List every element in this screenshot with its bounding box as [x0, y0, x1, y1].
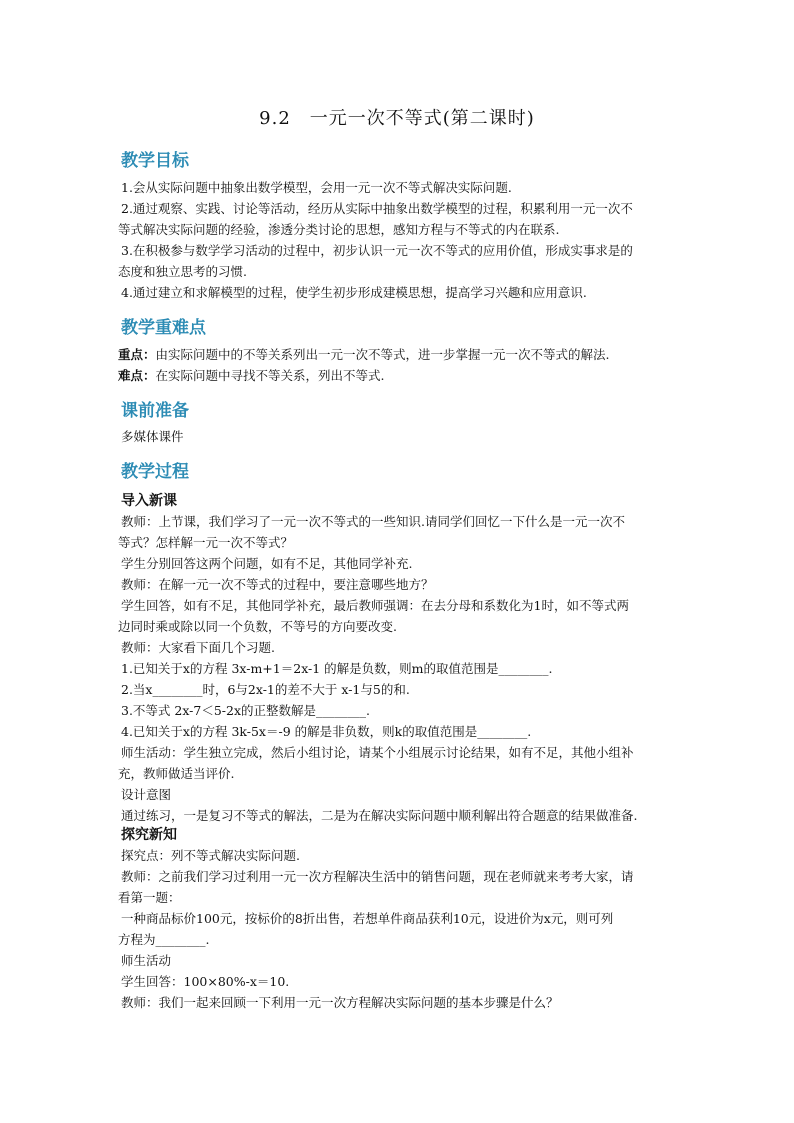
goal-line: 等式解决实际问题的经验，渗透分类讨论的思想，感知方程与不等式的内在联系. — [118, 222, 560, 237]
intro-line: 教师：大家看下面几个习题. — [121, 640, 275, 655]
section-heading-keypoints: 教学重难点 — [121, 318, 206, 338]
explore-line: 看第一题： — [118, 890, 181, 905]
section-heading-goals: 教学目标 — [121, 151, 189, 171]
difficulty-line — [118, 366, 385, 386]
goal-line: 态度和独立思考的习惯. — [118, 264, 247, 279]
intro-line: 学生回答，如有不足，其他同学补充，最后教师强调：在去分母和系数化为1时，如不等式两 — [121, 598, 629, 613]
explore-line: 方程为________. — [118, 932, 210, 947]
intro-line: 设计意图 — [121, 787, 172, 802]
subheading-intro: 导入新课 — [121, 493, 177, 509]
key-text: 由实际问题中的不等关系列出一元一次不等式，进一步掌握一元一次不等式的解法. — [155, 347, 610, 362]
explore-line: 教师：之前我们学习过利用一元一次方程解决生活中的销售问题，现在老师就来考考大家，请 — [121, 869, 634, 884]
key-label: 重点： — [118, 347, 156, 362]
difficulty-text: 在实际问题中寻找不等关系，列出不等式. — [155, 368, 385, 383]
goal-line: 3.在积极参与数学学习活动的过程中，初步认识一元一次不等式的应用价值，形成实事求是的 — [121, 243, 633, 258]
intro-line: 师生活动：学生独立完成，然后小组讨论，请某个小组展示讨论结果，如有不足，其他小组补 — [121, 745, 634, 760]
explore-line: 学生回答：100×80%-x＝10. — [121, 974, 290, 989]
subheading-explore: 探究新知 — [121, 827, 177, 843]
goal-line: 1.会从实际问题中抽象出数学模型，会用一元一次不等式解决实际问题. — [121, 180, 512, 195]
exercise-line: 3.不等式 2x-7＜5-2x的正整数解是________. — [121, 703, 371, 718]
intro-line: 充，教师做适当评价. — [118, 766, 235, 781]
intro-line: 等式？怎样解一元一次不等式？ — [118, 535, 294, 550]
explore-line: 探究点：列不等式解决实际问题. — [121, 848, 300, 863]
goal-line: 2.通过观察、实践、讨论等活动，经历从实际中抽象出数学模型的过程，积累利用一元一次不 — [121, 201, 633, 216]
explore-line: 师生活动 — [121, 953, 172, 968]
prep-text: 多媒体课件 — [121, 429, 184, 444]
goal-line: 4.通过建立和求解模型的过程，使学生初步形成建模思想，提高学习兴趣和应用意识. — [121, 285, 587, 300]
section-heading-prep: 课前准备 — [121, 401, 189, 421]
intro-line: 学生分别回答这两个问题，如有不足，其他同学补充. — [121, 556, 413, 571]
intro-line: 教师：上节课，我们学习了一元一次不等式的一些知识.请同学们回忆一下什么是一元一次不 — [121, 514, 625, 529]
document-title: 9.2 一元一次不等式(第二课时) — [259, 108, 535, 129]
explore-line: 一种商品标价100元，按标价的8折出售，若想单件商品获利10元，设进价为x元，则可列 — [121, 911, 614, 926]
intro-line: 边同时乘或除以同一个负数，不等号的方向要改变. — [118, 619, 397, 634]
intro-line: 教师：在解一元一次不等式的过程中，要注意哪些地方？ — [121, 577, 434, 592]
section-heading-process: 教学过程 — [121, 462, 189, 482]
intro-line: 通过练习，一是复习不等式的解法，二是为在解决实际问题中顺利解出符合题意的结果做准备. — [121, 808, 638, 823]
exercise-line: 4.已知关于x的方程 3k-5x＝-9 的解是非负数，则k的取值范围是________. — [121, 724, 532, 739]
exercise-line: 1.已知关于x的方程 3x-m+1＝2x-1 的解是负数，则m的取值范围是________. — [121, 661, 553, 676]
difficulty-label: 难点： — [118, 368, 156, 383]
exercise-line: 2.当x________时，6与2x-1的差不大于 x-1与5的和. — [121, 682, 410, 697]
explore-line: 教师：我们一起来回顾一下利用一元一次方程解决实际问题的基本步骤是什么？ — [121, 995, 559, 1010]
keypoint-line — [118, 345, 610, 365]
